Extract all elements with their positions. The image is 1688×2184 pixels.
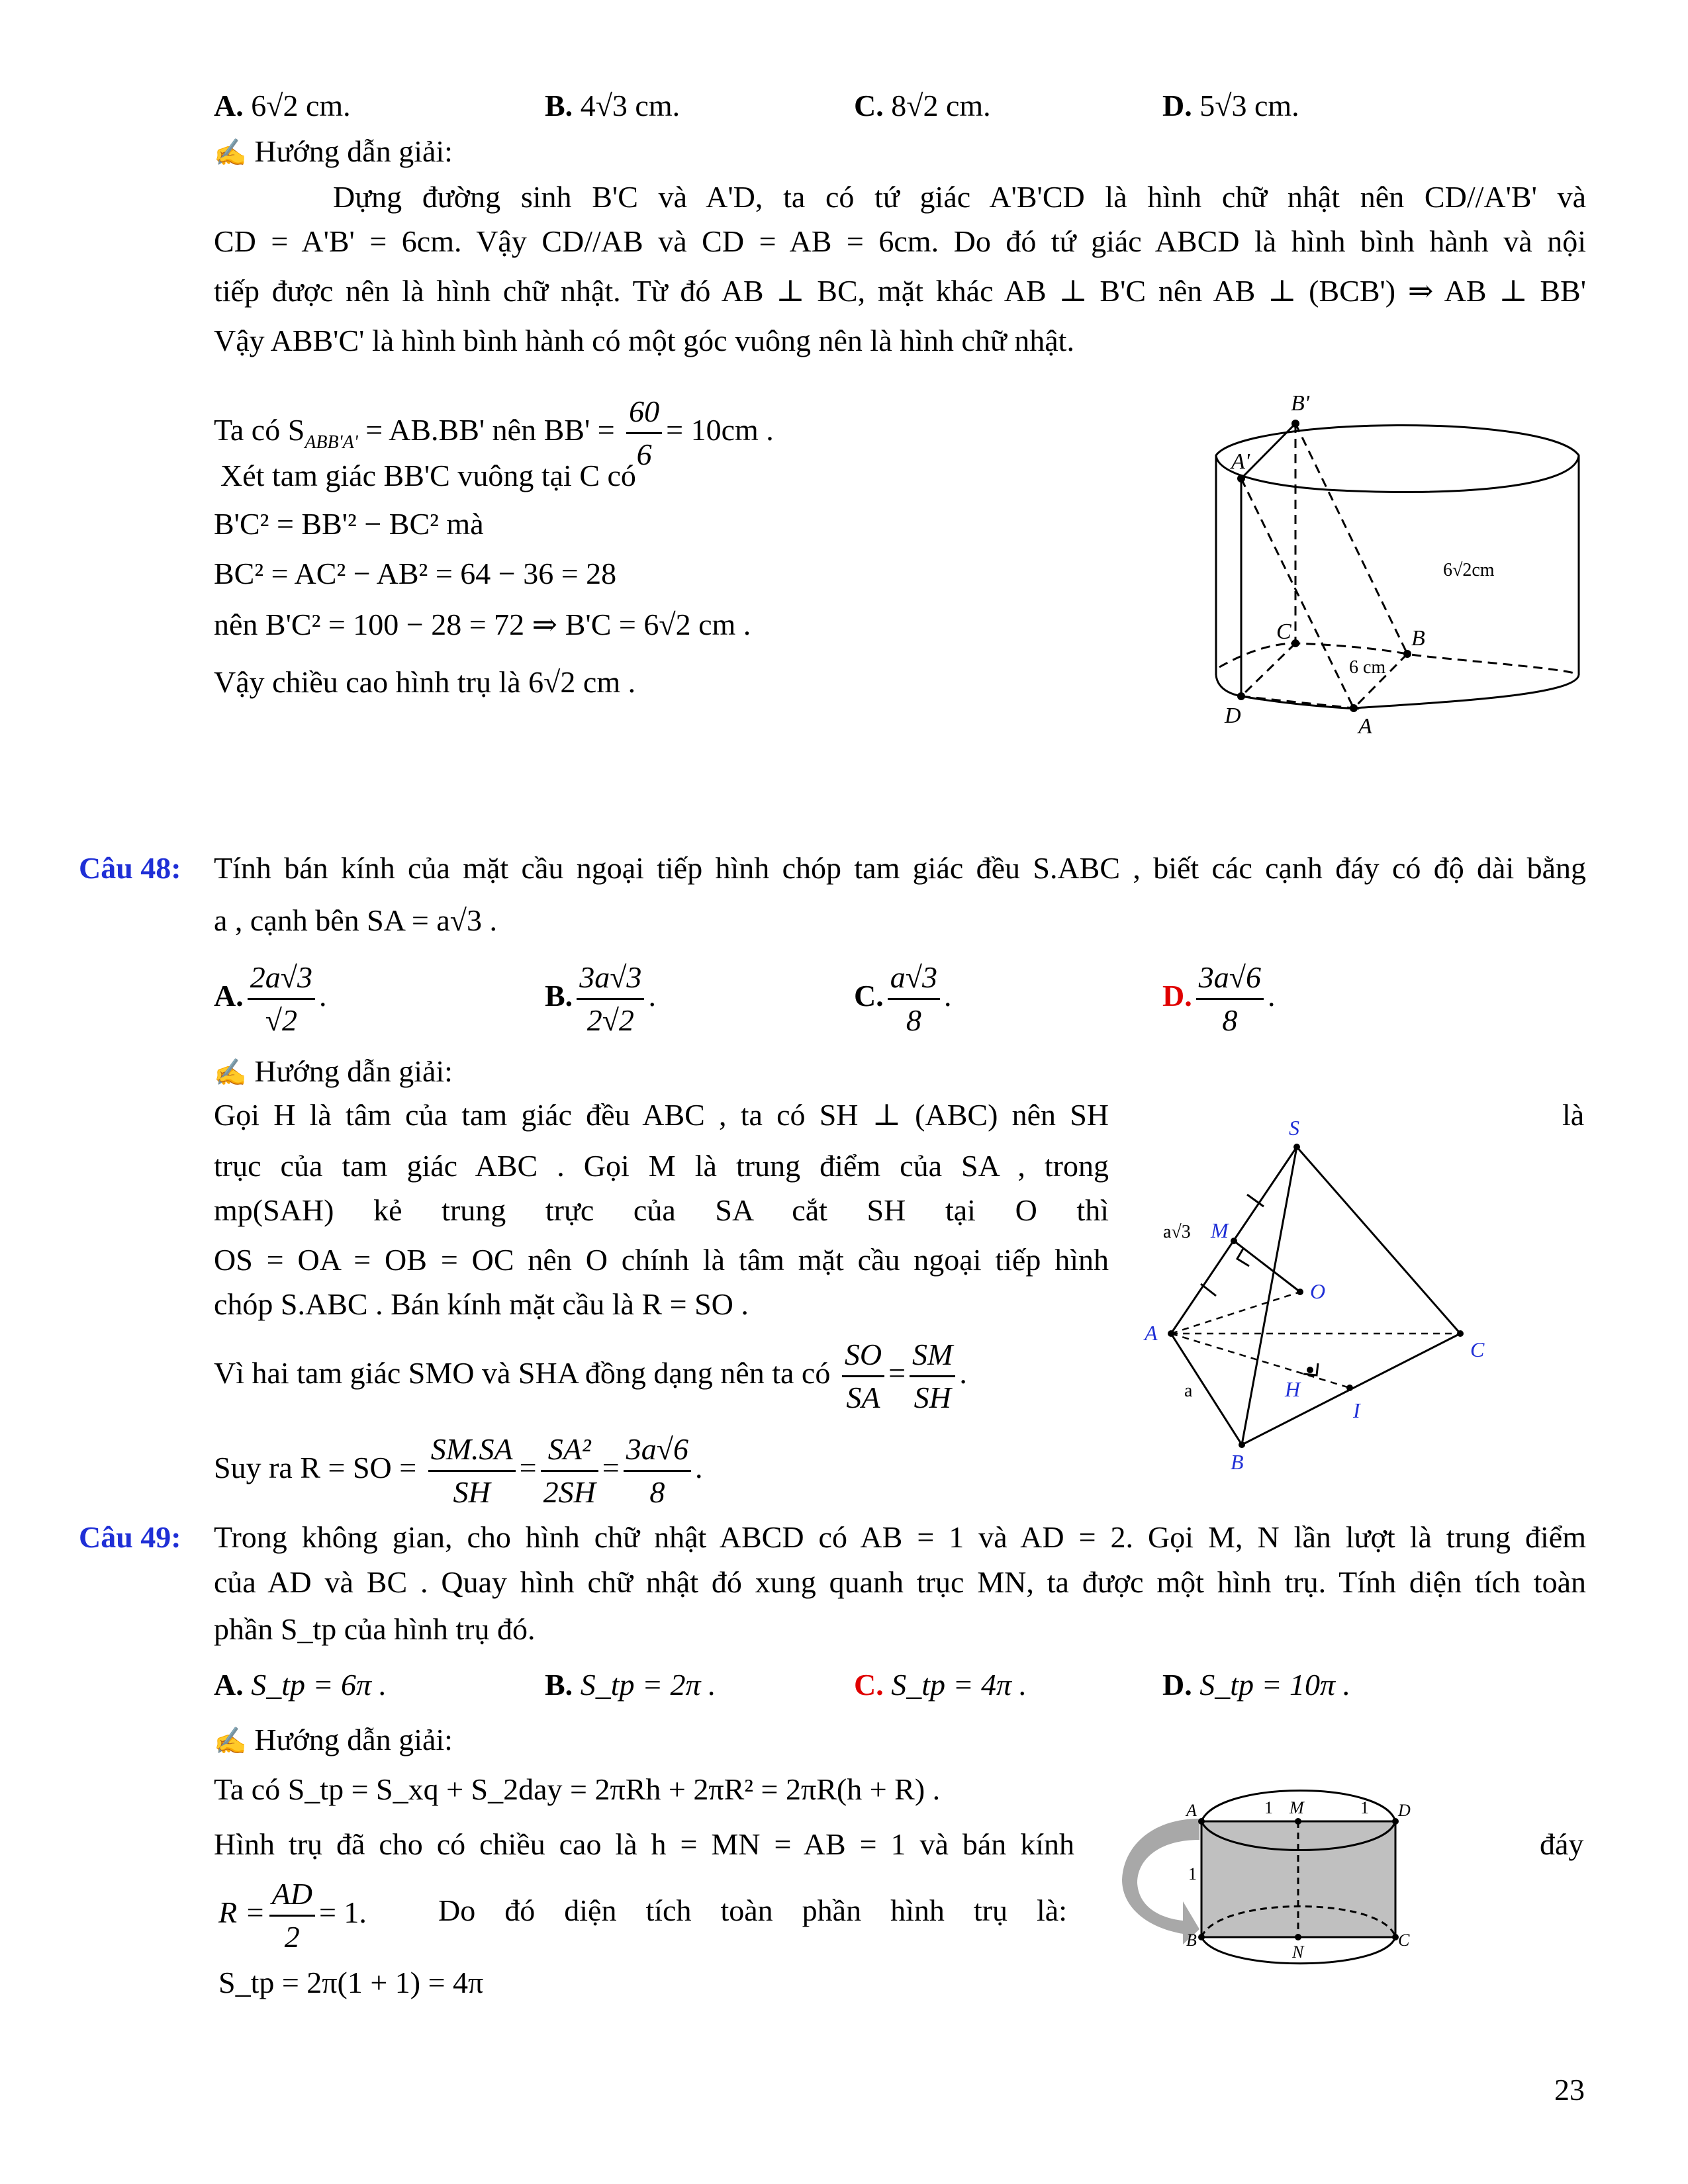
label-base: 6 cm: [1349, 657, 1386, 678]
label-b: B: [1411, 626, 1425, 651]
answer-label: C.: [854, 89, 884, 122]
q47-answer-a: [214, 86, 351, 126]
answer-text: 4√3 cm.: [580, 89, 680, 122]
cylinder-figure: [1178, 384, 1549, 739]
numerator: 3a√6: [624, 1429, 691, 1472]
subscript: ABB'A': [305, 432, 358, 453]
q48-result-line: Suy ra R = SO = $\frac{SM.SA}{SH}$ = $\frac{\text{SA²}}{2SH}$ = $\frac{3a√6}{8}$ .: [214, 1425, 703, 1513]
pen-icon: ✍: [214, 1058, 247, 1087]
label-b: B: [1186, 1931, 1197, 1950]
numerator: 3a√3: [577, 957, 644, 1000]
q49-stem: của AD và BC . Quay hình chữ nhật đó xung quanh trục MN, ta được một hình trụ. Tính diện tích toàn: [214, 1565, 1586, 1599]
label-md-length: 1: [1360, 1798, 1369, 1817]
denominator: SA: [846, 1380, 880, 1414]
q48-stem: Tính bán kính của mặt cầu ngoại tiếp hình chóp tam giác đều S.ABC , biết các cạnh đáy có độ dài bằng: [214, 851, 1586, 885]
denominator: 8: [649, 1475, 665, 1509]
label-o: O: [1310, 1279, 1326, 1303]
answer-label: B.: [545, 89, 573, 122]
numerator: a√3: [888, 957, 940, 1000]
label-a: A: [1186, 1801, 1197, 1820]
numerator: 60: [626, 391, 662, 434]
q48-stem: a , cạnh bên SA = a√3 .: [214, 903, 498, 937]
numerator: SO: [842, 1334, 884, 1377]
q48-answer-c: C. $\frac{a√3}{8}$ .: [854, 953, 951, 1041]
denominator: 2: [284, 1919, 300, 1954]
q49-hint-heading: [214, 1720, 453, 1761]
label-ab-length: 1: [1188, 1864, 1197, 1884]
label-edge-a-sqrt3: a√3: [1163, 1222, 1191, 1242]
answer-text: S_tp = 4π .: [891, 1668, 1027, 1702]
numerator: SA²: [541, 1429, 598, 1472]
label-n: N: [1292, 1942, 1304, 1962]
pyramid-figure: [1145, 1112, 1515, 1482]
page-number: 23: [1554, 2073, 1585, 2107]
answer-label: B.: [545, 1668, 573, 1702]
label-a: A: [1358, 714, 1372, 739]
q49-stem: Trong không gian, cho hình chữ nhật ABCD có AB = 1 và AD = 2. Gọi M, N lần lượt là trung điểm: [214, 1520, 1586, 1554]
answer-text: 5√3 cm.: [1199, 89, 1299, 122]
q48-solution-line: trục của tam giác ABC . Gọi M là trung điểm của SA , trong: [214, 1149, 1109, 1183]
denominator: √2: [265, 1003, 297, 1037]
q48-similar-line: Vì hai tam giác SMO và SHA đồng dạng nên ta có $\frac{SO}{SA}$ = $\frac{SM}{SH}$ .: [214, 1330, 967, 1418]
answer-label: A.: [214, 979, 244, 1013]
q47-solution-line: CD = A'B' = 6cm. Vậy CD//AB và CD = AB = 6cm. Do đó tứ giác ABCD là hình bình hành và nội: [214, 224, 1586, 258]
q48-solution-line: Gọi H là tâm của tam giác đều ABC , ta có SH ⊥ (ABC) nên SH: [214, 1098, 1109, 1132]
q48-hint-heading: [214, 1052, 453, 1093]
q48-answer-b: B. $\frac{3a√3}{2√2}$ .: [545, 953, 656, 1041]
numerator: SM: [910, 1334, 955, 1377]
label-edge-a: a: [1184, 1381, 1193, 1401]
numerator: AD: [269, 1874, 315, 1917]
label-d: D: [1225, 704, 1241, 728]
label-a-prime: A': [1231, 449, 1250, 474]
answer-label: D.: [1162, 979, 1192, 1013]
text: Ta có S: [214, 413, 305, 447]
answer-text: 8√2 cm.: [891, 89, 991, 122]
question-number: Câu 48:: [79, 851, 181, 885]
q49-answer-c-correct: [854, 1665, 1027, 1705]
label-d: D: [1398, 1801, 1411, 1820]
text: = AB.BB' nên BB' =: [357, 413, 615, 447]
q49-solution-line: S_tp = 2π(1 + 1) = 4π: [218, 1966, 484, 1999]
text: = 1.: [318, 1895, 367, 1929]
q49-answer-a: [214, 1665, 387, 1705]
denominator: 8: [1222, 1003, 1238, 1037]
q47-solution-line: Dựng đường sinh B'C và A'D, ta có tứ giác A'B'CD là hình chữ nhật nên CD//A'B' và: [333, 180, 1586, 214]
q47-solution-line: B'C² = BB'² − BC² mà: [214, 507, 484, 541]
label-i: I: [1353, 1398, 1360, 1422]
fraction: [624, 1429, 691, 1513]
label-c: C: [1398, 1931, 1410, 1950]
label-m: M: [1289, 1798, 1304, 1817]
fraction: [428, 1429, 516, 1513]
q49-answer-b: [545, 1665, 716, 1705]
denominator: 8: [906, 1003, 921, 1037]
q48-solution-line: là: [1562, 1098, 1585, 1132]
label-c: C: [1276, 619, 1291, 644]
label-s: S: [1289, 1116, 1299, 1140]
q49-solution-line: Hình trụ đã cho có chiều cao là h = MN = AB = 1 và bán kính: [214, 1827, 1074, 1861]
answer-label: C.: [854, 979, 884, 1013]
q47-answer-c: [854, 86, 991, 126]
denominator: SH: [914, 1380, 951, 1414]
q49-label: [79, 1518, 181, 1557]
label-height: 6√2cm: [1443, 560, 1495, 580]
q47-solution-line: nên B'C² = 100 − 28 = 72 ⇒ B'C = 6√2 cm .: [214, 608, 751, 641]
answer-text: S_tp = 10π .: [1199, 1668, 1351, 1702]
q49-solution-line: Do đó diện tích toàn phần hình trụ là:: [438, 1893, 1067, 1927]
q49-answer-d: [1162, 1665, 1350, 1705]
question-number: Câu 49:: [79, 1520, 181, 1554]
text: Vì hai tam giác SMO và SHA đồng dạng nên ta có: [214, 1356, 831, 1390]
denominator: 6: [636, 437, 652, 471]
answer-label: D.: [1162, 89, 1192, 122]
denominator: 2√2: [586, 1003, 634, 1037]
q49-solution-line: Ta có S_tp = S_xq + S_2day = 2πRh + 2πR² = 2πR(h + R) .: [214, 1772, 941, 1806]
rotation-cylinder-figure: [1086, 1747, 1483, 1962]
q48-solution-line: mp(SAH) kẻ trung trực của SA cắt SH tại O thì: [214, 1193, 1109, 1227]
text: R =: [218, 1895, 265, 1929]
pen-icon: ✍: [214, 1726, 247, 1756]
q47-solution-line: Xét tam giác BB'C vuông tại C có: [220, 459, 636, 492]
q47-answer-d: [1162, 86, 1299, 126]
q49-radius-line: [218, 1870, 367, 1958]
answer-label: C.: [854, 1668, 884, 1702]
fraction: [248, 957, 315, 1041]
numerator: 2a√3: [248, 957, 315, 1000]
text: = 10cm .: [666, 413, 774, 447]
q47-solution-line: Vậy chiều cao hình trụ là 6√2 cm .: [214, 665, 636, 699]
fraction: [541, 1429, 598, 1513]
q48-solution-line: OS = OA = OB = OC nên O chính là tâm mặt cầu ngoại tiếp hình: [214, 1243, 1109, 1277]
label-b-prime: B': [1291, 391, 1310, 416]
fraction: [577, 957, 644, 1041]
numerator: 3a√6: [1196, 957, 1264, 1000]
text: Suy ra R = SO =: [214, 1451, 417, 1484]
q47-solution-line: tiếp được nên là hình chữ nhật. Từ đó AB ⊥ BC, mặt khác AB ⊥ B'C nên AB ⊥ (BCB') ⇒ AB ⊥ BB': [214, 274, 1586, 308]
q47-answer-b: [545, 86, 680, 126]
pen-icon: ✍: [214, 138, 247, 167]
q47-solution-line: BC² = AC² − AB² = 64 − 36 = 28: [214, 557, 617, 590]
q48-answer-d-correct: D. $\frac{3a√6}{8}$ .: [1162, 953, 1275, 1041]
q48-solution-line: chóp S.ABC . Bán kính mặt cầu là R = SO .: [214, 1287, 749, 1321]
denominator: SH: [453, 1475, 491, 1509]
answer-text: 6√2 cm.: [251, 89, 351, 122]
hint-label: Hướng dẫn giải:: [254, 1723, 453, 1756]
q48-answer-a: A. $\frac{2a√3}{√2}$ .: [214, 953, 326, 1041]
q49-stem: phần S_tp của hình trụ đó.: [214, 1612, 536, 1646]
label-a: A: [1145, 1321, 1158, 1345]
label-am-length: 1: [1264, 1798, 1273, 1817]
q47-hint-heading: [214, 132, 453, 173]
denominator: 2SH: [543, 1475, 596, 1509]
label-c: C: [1470, 1338, 1485, 1361]
fraction: [1196, 957, 1264, 1041]
q48-label: [79, 848, 181, 888]
answer-text: S_tp = 6π .: [251, 1668, 387, 1702]
label-b: B: [1231, 1450, 1244, 1474]
fraction: [910, 1334, 955, 1418]
answer-label: A.: [214, 1668, 244, 1702]
fraction: [842, 1334, 884, 1418]
label-m: M: [1211, 1218, 1229, 1242]
answer-label: B.: [545, 979, 573, 1013]
answer-label: D.: [1162, 1668, 1192, 1702]
numerator: SM.SA: [428, 1429, 516, 1472]
answer-label: A.: [214, 89, 244, 122]
q47-solution-line: Vậy ABB'C' là hình bình hành có một góc vuông nên là hình chữ nhật.: [214, 324, 1074, 357]
q49-solution-line: đáy: [1540, 1827, 1584, 1861]
hint-label: Hướng dẫn giải:: [254, 1054, 453, 1088]
hint-label: Hướng dẫn giải:: [254, 134, 453, 168]
fraction: [269, 1874, 315, 1958]
answer-text: S_tp = 2π .: [580, 1668, 716, 1702]
label-h: H: [1285, 1377, 1301, 1401]
fraction: [888, 957, 940, 1041]
